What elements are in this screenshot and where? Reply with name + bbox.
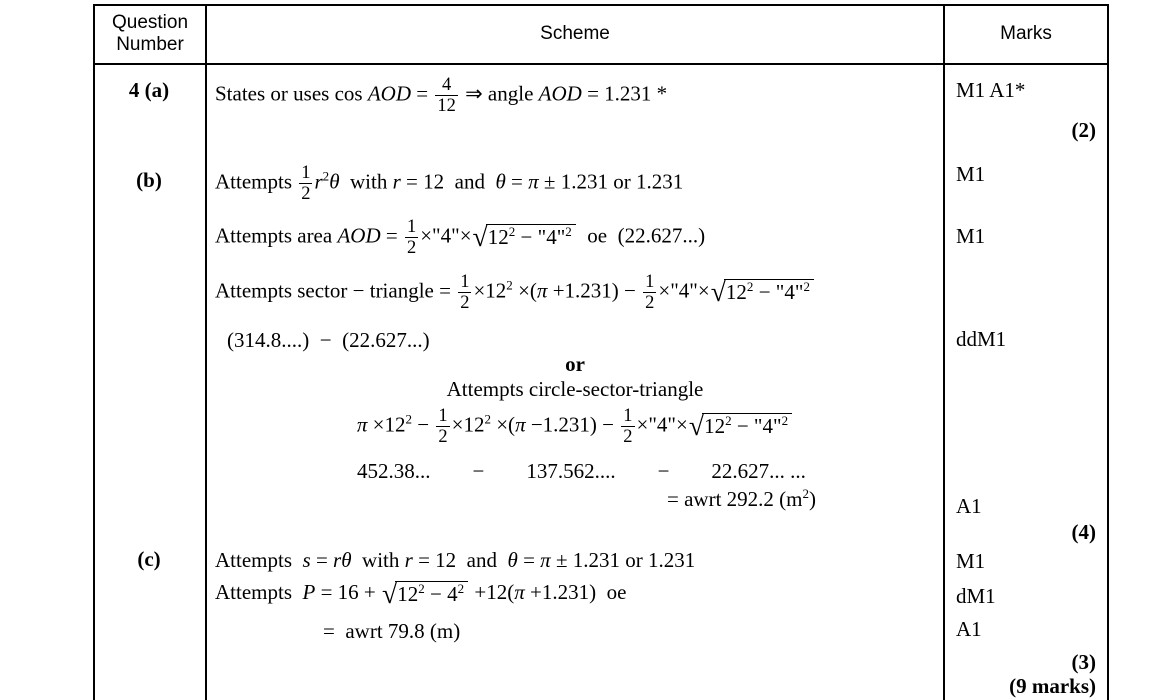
mark-c-line1: M1 [956, 549, 986, 573]
scheme-line-b-alt-method: Attempts circle-sector-triangle [446, 377, 704, 401]
scheme-line-b-values: (314.8....) − (22.627...) [227, 328, 430, 352]
mark-b-line1: M1 [956, 162, 986, 186]
mark-b-total: (4) [1071, 520, 1096, 544]
column-divider-scheme-marks [943, 4, 945, 700]
scheme-line-b-alt-formula: $\pi \times 12^2$ − $\frac{1}{2}$ $\times 12^2 \times(\pi -1.231)$ − $\frac{1}{2}$ ×"4"× √ $12^2$ − "4"$^2$ [207, 398, 943, 454]
scheme-line-c-answer: = awrt 79.8 (m) [323, 619, 461, 643]
mark-b-line4: A1 [956, 494, 982, 518]
scheme-line-b-sector-triangle: Attempts sector − triangle = $\frac{1}{2}$ $\times 12^2 \times(\pi +1.231)$ − $\frac{1}{2}$ ×"4"× √ $12^2$ − "4"$^2$ [215, 264, 815, 320]
header-scheme: Scheme [540, 23, 610, 45]
question-label-4a: 4 (a) [128, 78, 170, 102]
table-border-left [93, 4, 95, 700]
mark-c-line2: dM1 [956, 584, 996, 608]
mark-grand-total: (9 marks) [1009, 674, 1096, 698]
mark-b-line2: M1 [956, 224, 986, 248]
scheme-line-a-cos-aod: States or uses cos AOD = $\frac{4}{12}$ ⇒ angle AOD = 1.231 * [215, 73, 668, 115]
mark-b-line3: ddM1 [956, 327, 1007, 351]
header-question-number: Question Number [111, 12, 189, 55]
scheme-line-b-area-aod: Attempts area AOD = $\frac{1}{2}$ ×"4"× √ $12^2$ − "4"$^2$ oe (22.627...) [215, 215, 706, 257]
question-label-b: (b) [136, 168, 162, 192]
scheme-line-c-perimeter: Attempts P = 16 + √ $12^2 - 4^2$ +12(π +1.231) oe [215, 578, 627, 610]
scheme-line-b-alt-values: 452.38... − 137.562.... − 22.627... ... [357, 459, 806, 483]
question-label-c: (c) [137, 547, 161, 571]
header-marks: Marks [1000, 23, 1052, 45]
scheme-line-b-answer: = awrt 292.2 $(m^2)$ [667, 486, 817, 511]
scheme-line-c-arc: Attempts s = rθ with r = 12 and θ = π ± 1.231 or 1.231 [215, 547, 696, 572]
scheme-line-b-or: or [565, 352, 585, 376]
scheme-line-b-half-r2-theta: Attempts $\frac{1}{2}$ $r^2\theta$ with r = 12 and θ = π ± 1.231 or 1.231 [215, 161, 684, 203]
table-border-right [1107, 4, 1109, 700]
mark-a-line1: M1 A1* [956, 78, 1026, 102]
mark-a-total: (2) [1071, 118, 1096, 142]
mark-c-line3: A1 [956, 617, 982, 641]
mark-c-total: (3) [1071, 650, 1096, 674]
